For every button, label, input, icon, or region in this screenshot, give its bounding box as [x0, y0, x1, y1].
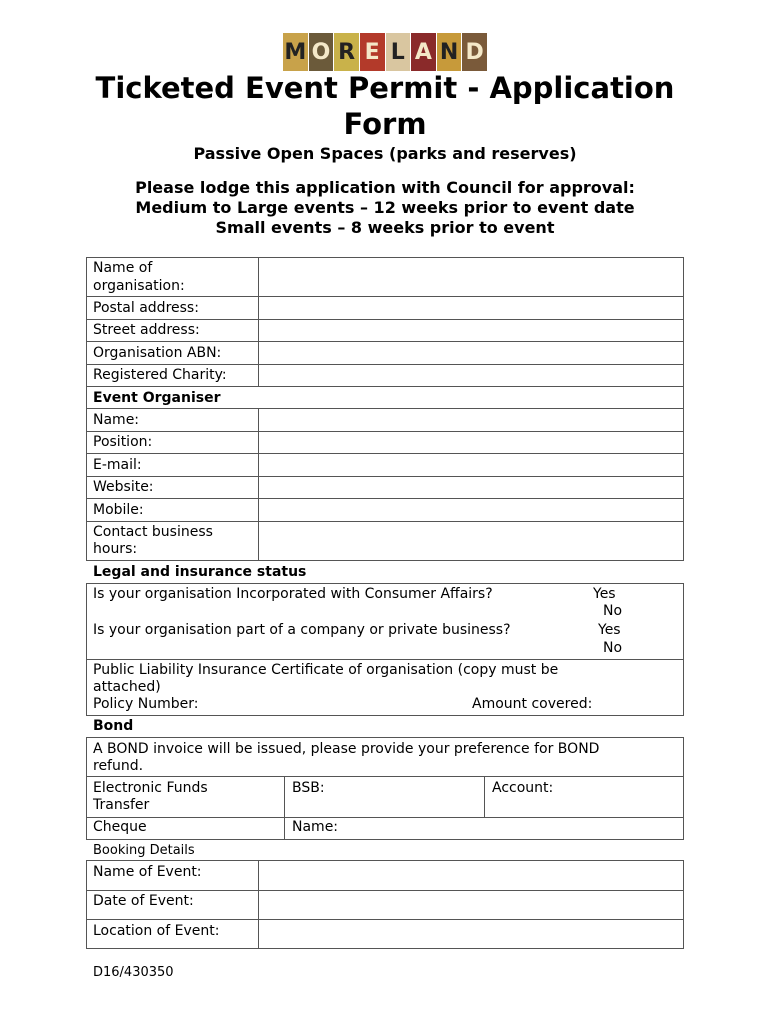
bsb-label: BSB:: [292, 780, 325, 796]
postal-address-field[interactable]: [259, 297, 683, 318]
cheque-name-label: Name:: [292, 819, 339, 835]
logo-letter-tile: A: [411, 33, 436, 71]
charity-field[interactable]: [259, 365, 683, 385]
logo-letter-tile: M: [283, 33, 308, 71]
page-subtitle: Passive Open Spaces (parks and reserves): [193, 144, 577, 163]
eft-checkbox[interactable]: Electronic Funds: [93, 780, 208, 796]
event-name-field[interactable]: [259, 861, 683, 889]
document-id: D16/430350: [93, 965, 174, 980]
street-address-label: Street address:: [93, 322, 200, 338]
company-yes-checkbox[interactable]: Yes: [598, 622, 621, 638]
logo-letter-tile: R: [334, 33, 359, 71]
contact-hours-field[interactable]: [259, 522, 683, 560]
event-organiser-heading: Event Organiser: [93, 390, 221, 406]
lodge-small: Small events – 8 weeks prior to event: [215, 218, 555, 237]
org-name-label-2: organisation:: [93, 278, 185, 294]
mobile-field[interactable]: [259, 499, 683, 520]
postal-address-label: Postal address:: [93, 300, 199, 316]
position-label: Position:: [93, 434, 153, 450]
account-label: Account:: [492, 780, 554, 796]
contact-hours-label-2: hours:: [93, 541, 138, 557]
lodge-instruction: Please lodge this application with Council for approval:: [135, 178, 635, 197]
booking-heading: Booking Details: [93, 843, 195, 858]
logo-letter-tile: D: [462, 33, 487, 71]
logo-letter-tile: N: [437, 33, 462, 71]
company-question: Is your organisation part of a company or private business?: [93, 622, 511, 638]
logo-letter-tile: L: [386, 33, 411, 71]
incorporated-no-checkbox[interactable]: No: [603, 603, 623, 619]
policy-number-label: Policy Number:: [93, 696, 199, 712]
event-name-label: Name of Event:: [93, 864, 202, 880]
bond-info-2: refund.: [93, 758, 144, 774]
email-label: E-mail:: [93, 457, 142, 473]
page-title-line1: Ticketed Event Permit - Application: [95, 71, 675, 105]
position-field[interactable]: [259, 432, 683, 452]
incorporated-yes-checkbox[interactable]: Yes: [593, 586, 616, 602]
pli-text-2: attached): [93, 679, 161, 695]
page-title-line2: Form: [343, 107, 427, 141]
bond-heading: Bond: [93, 718, 134, 734]
website-field[interactable]: [259, 477, 683, 497]
abn-label: Organisation ABN:: [93, 345, 222, 361]
bond-info: A BOND invoice will be issued, please provide your preference for BOND: [93, 741, 600, 757]
lodge-medium-large: Medium to Large events – 12 weeks prior to event date: [135, 198, 635, 217]
email-field[interactable]: [259, 454, 683, 475]
website-label: Website:: [93, 479, 154, 495]
pli-text: Public Liability Insurance Certificate of organisation (copy must be: [93, 662, 559, 678]
logo-letter-tile: O: [309, 33, 334, 71]
moreland-logo: [283, 33, 488, 71]
contact-hours-label: Contact business: [93, 524, 213, 540]
company-no-checkbox[interactable]: No: [603, 640, 623, 656]
organiser-name-label: Name:: [93, 412, 140, 428]
event-date-label: Date of Event:: [93, 893, 194, 909]
mobile-label: Mobile:: [93, 502, 144, 518]
street-address-field[interactable]: [259, 320, 683, 340]
charity-label: Registered Charity:: [93, 367, 227, 383]
org-name-field[interactable]: [259, 258, 683, 295]
org-name-label: Name of: [93, 260, 153, 276]
logo-letter-tile: E: [360, 33, 385, 71]
amount-covered-label: Amount covered:: [472, 696, 593, 712]
organiser-name-field[interactable]: [259, 409, 683, 430]
abn-field[interactable]: [259, 342, 683, 363]
cheque-checkbox[interactable]: Cheque: [93, 819, 147, 835]
legal-heading: Legal and insurance status: [93, 564, 307, 580]
eft-label-2: Transfer: [93, 797, 150, 813]
event-location-label: Location of Event:: [93, 923, 220, 939]
incorporated-question: Is your organisation Incorporated with Consumer Affairs?: [93, 586, 493, 602]
event-date-field[interactable]: [259, 891, 683, 918]
event-location-field[interactable]: [259, 920, 683, 948]
